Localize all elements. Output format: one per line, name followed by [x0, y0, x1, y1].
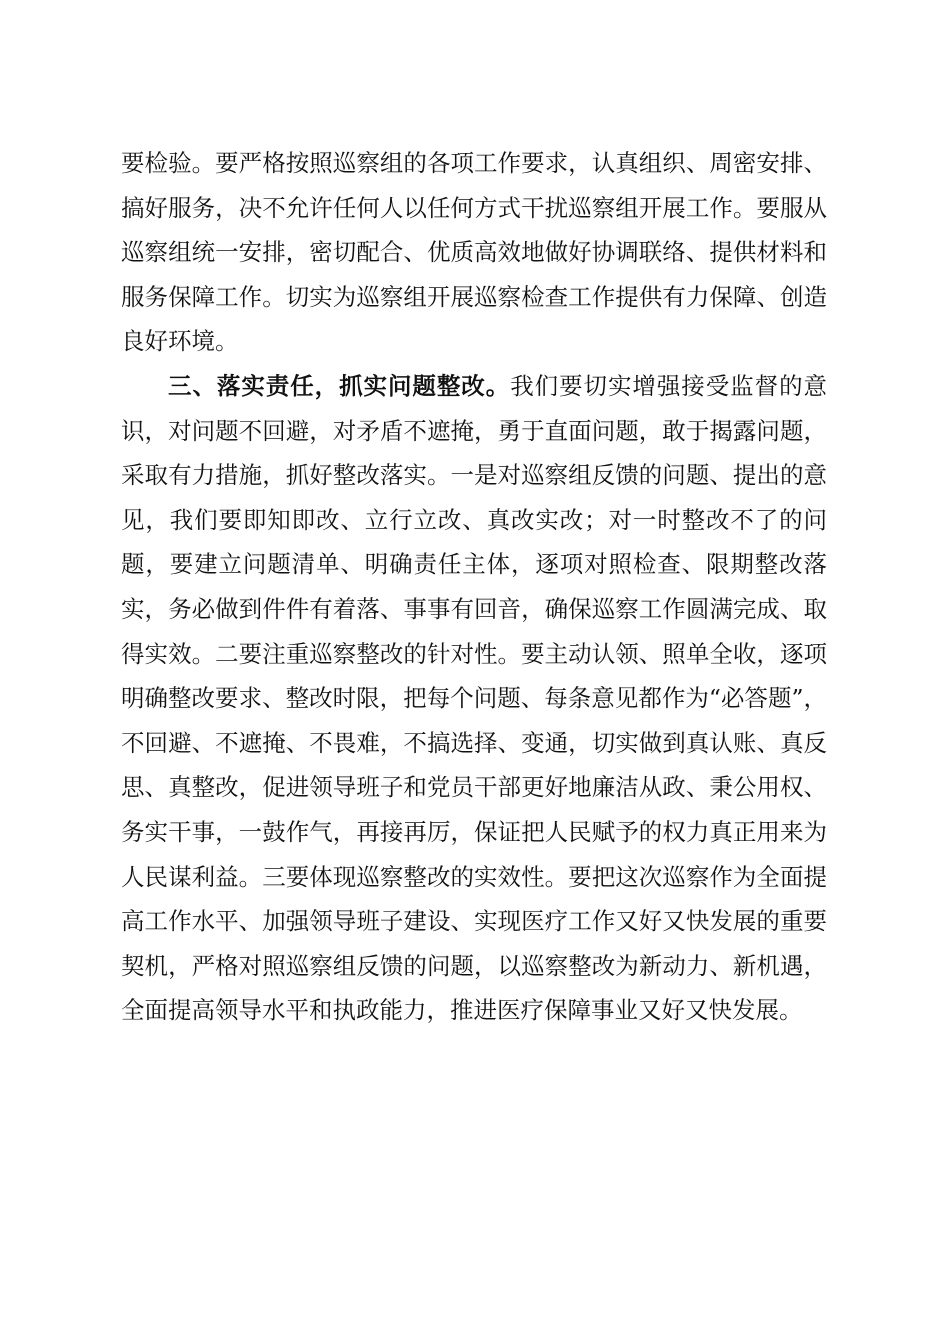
paragraph-continuation [121, 141, 827, 364]
paragraph-section-three [121, 364, 827, 1033]
document-body [121, 141, 827, 1033]
paragraph-text: 我们要切实增强接受监督的意识，对问题不回避，对矛盾不遮掩，勇于直面问题，敢于揭露问题，采取有力措施，抓好整改落实。一是对巡察组反馈的问题、提出的意见，我们要即知即改、立行立改、真改实改；对一时整改不了的问题，要建立问题清单、明确责任主体，逐项对照检查、限期整改落实，务必做到件件有着落、事事有回音，确保巡察工作圆满完成、取得实效。二要注重巡察整改的针对性。要主动认领、照单全收，逐项明确整改要求、整改时限，把每个问题、每条意见都作为“必答题”，不回避、不遮掩、不畏难，不搞选择、变通，切实做到真认账、真反思、真整改，促进领导班子和党员干部更好地廉洁从政、秉公用权、务实干事，一鼓作气，再接再厉，保证把人民赋予的权力真正用来为人民谋利益。三要体现巡察整改的实效性。要把这次巡察作为全面提高工作水平、加强领导班子建设、实现医疗工作又好又快发展的重要契机，严格对照巡察组反馈的问题，以巡察整改为新动力、新机遇，全面提高领导水平和执政能力，推进医疗保障事业又好又快发展。 [121, 371, 828, 1025]
section-heading: 三、落实责任，抓实问题整改。 [168, 371, 511, 400]
paragraph-text: 要检验。要严格按照巡察组的各项工作要求，认真组织、周密安排、搞好服务，决不允许任何人以任何方式干扰巡察组开展工作。要服从巡察组统一安排，密切配合、优质高效地做好协调联络、提供材料和服务保障工作。切实为巡察组开展巡察检查工作提供有力保障、创造良好环境。 [121, 149, 827, 356]
